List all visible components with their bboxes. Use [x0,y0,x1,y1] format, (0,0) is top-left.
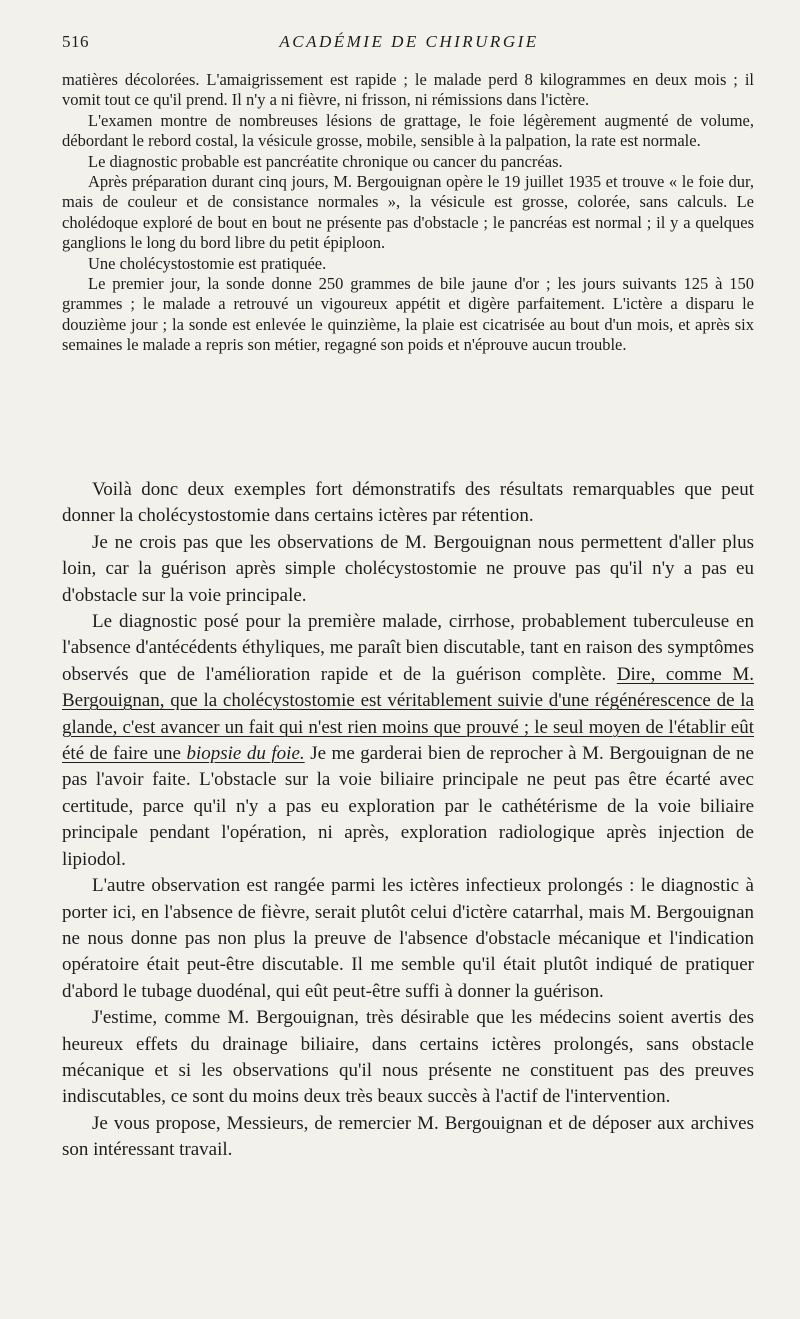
observation-paragraph: Le diagnostic probable est pancréatite chronique ou cancer du pancréas. [88,151,563,171]
page-number: 516 [62,32,89,51]
commentary-paragraph: Je vous propose, Messieurs, de remercier M. Bergouignan et de déposer aux archives son intéressant travail. [62,1112,754,1161]
commentary-paragraph [62,609,754,873]
observation-paragraph: matières décolorées. L'amaigrissement est rapide ; le malade perd 8 kilogrammes en deux mois ; il vomit tout ce qu'il prend. Il n'y a ni fièvre, ni frisson, ni rémissions dans l'ictère. [62,70,754,110]
observation-paragraph: Une cholécystostomie est pratiquée. [88,253,327,273]
commentary-paragraph: L'autre observation est rangée parmi les ictères infectieux prolongés : le diagnostic à porter ici, en l'absence de fièvre, serait plutôt celui d'ictère catarrhal, mais M. Bergouignan ne nous donne pas non plus la preuve de l'absence d'obstacle mécanique et l'indication opératoire était peut-être discutable. Il me semble qu'il était plutôt indiqué de pratiquer d'abord le tubage duodénal, qui eût peut-être suffi à donner la guérison. [62,875,754,1002]
case-observation [62,70,754,356]
observation-paragraph: Après préparation durant cinq jours, M. Bergouignan opère le 19 juillet 1935 et trouve « le foie dur, mais de couleur et de consistance normales », la vésicule est grosse, colorée, sans calculs. Le cholédoque exploré de bout en bout ne présente pas d'obstacle ; le pancréas est normal ; il y a quelques ganglions le long du bord libre du petit épiploon. [62,172,754,253]
running-title: ACADÉMIE DE CHIRURGIE [279,32,539,51]
underlined-passage: Dire, comme M. Bergouignan, que la cholécystostomie est véritablement suivie d'une régénérescence de la glande, c'est avancer un fait qui n'est rien moins que prouvé ; le seul moyen de l'établir eût été de faire une [62,663,755,765]
page-header [62,32,756,56]
italic-term: biopsie du foie. [186,743,305,765]
commentary-text: Le diagnostic posé pour la première malade, cirrhose, probablement tuberculeuse en l'absence d'antécédents éthyliques, me paraît bien discutable, tant en raison des symptômes observés que de l'amélioration rapide et de la guérison complète. [62,611,754,685]
commentary-text: Je me garderai bien de reprocher à M. Bergouignan de ne pas l'avoir faite. L'obstacle sur la voie biliaire principale ne peut pas être écarté avec certitude, parce qu'il n'y a pas eu exploration par le cathétérisme de la voie biliaire principale pendant l'opération, ni après, exploration radiologique après injection de lipiodol. [62,743,754,870]
commentary-paragraph: Voilà donc deux exemples fort démonstratifs des résultats remarquables que peut donner la cholécystostomie dans certains ictères par rétention. [62,479,754,527]
commentary-paragraph: Je ne crois pas que les observations de M. Bergouignan nous permettent d'aller plus loin, car la guérison après simple cholécystostomie ne prouve pas qu'il n'y a pas eu d'obstacle sur la voie principale. [62,531,754,606]
observation-paragraph: Le premier jour, la sonde donne 250 grammes de bile jaune d'or ; les jours suivants 125 à 150 grammes ; le malade a retrouvé un vigoureux appétit et digère parfaitement. L'ictère a disparu le douzième jour ; la sonde est enlevée le quinzième, la plaie est cicatrisée au bout d'un mois, et après six semaines le malade a repris son métier, regagné son poids et n'éprouve aucun trouble. [62,274,754,355]
rapporteur-commentary [62,477,754,1164]
observation-paragraph: L'examen montre de nombreuses lésions de grattage, le foie légèrement augmenté de volume, débordant le rebord costal, la vésicule grosse, mobile, sensible à la palpation, la rate est normale. [62,110,754,151]
commentary-paragraph: J'estime, comme M. Bergouignan, très désirable que les médecins soient avertis des heureux effets du drainage biliaire, dans certains ictères prolongés, sans obstacle mécanique et si les observations qu'il nous présente ne constituent pas des preuves indiscutables, ce sont du moins deux très beaux succès à l'actif de l'intervention. [62,1007,754,1108]
